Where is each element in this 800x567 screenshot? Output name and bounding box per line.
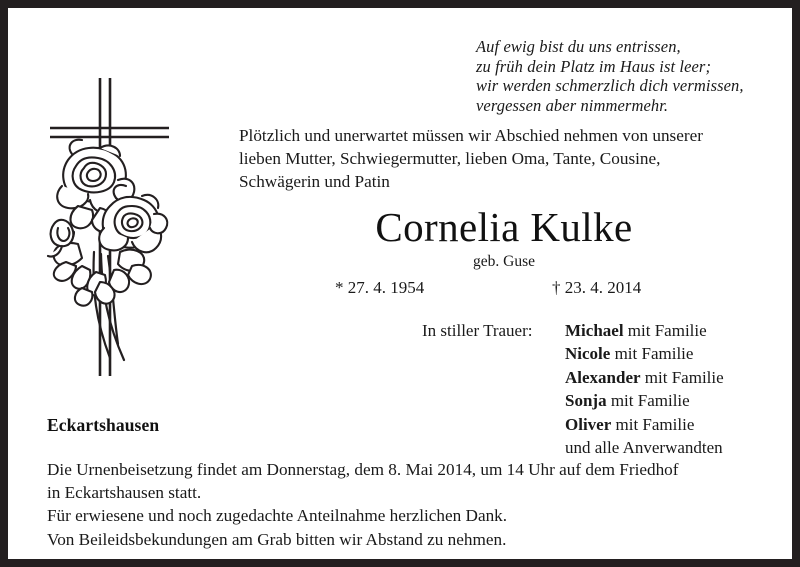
notice-paper — [8, 8, 792, 559]
funeral-details-line: Für erwiesene und noch zugedachte Anteilnahme herzlichen Dank. — [47, 506, 508, 526]
mourner-entry — [565, 366, 724, 389]
mourners-label: In stiller Trauer: — [422, 321, 533, 340]
mourner-name: Oliver — [565, 414, 612, 434]
mourner-name: Michael — [565, 321, 624, 340]
poem-line: wir werden schmerzlich dich vermissen, — [476, 76, 744, 96]
mourner-name: Nicole — [565, 344, 611, 364]
mourner-suffix: mit Familie — [640, 367, 724, 387]
deceased-block — [239, 204, 769, 300]
mourner-suffix: mit Familie — [623, 321, 707, 340]
announcement-line: lieben Mutter, Schwiegermutter, lieben Oma, Tante, Cousine, — [239, 149, 661, 169]
death-date: † 23. 4. 2014 — [552, 278, 642, 297]
funeral-details-line: Von Beileidsbekundungen am Grab bitten wir Abstand zu nehmen. — [47, 529, 507, 549]
deceased-name: Cornelia Kulke — [375, 204, 633, 250]
mourners-list — [565, 319, 724, 459]
mourner-suffix: mit Familie — [611, 414, 695, 434]
poem-line: Auf ewig bist du uns entrissen, — [476, 37, 681, 56]
announcement-line: Plötzlich und unerwartet müssen wir Abschied nehmen von unserer — [239, 126, 703, 145]
birth-date: * 27. 4. 1954 — [335, 278, 425, 297]
mourner-entry — [565, 319, 724, 342]
mourner-suffix: mit Familie — [610, 344, 694, 364]
poem-line: vergessen aber nimmermehr. — [476, 96, 669, 116]
funeral-details-line: in Eckartshausen statt. — [47, 483, 202, 503]
mourner-entry — [565, 389, 724, 412]
memorial-poem — [476, 37, 792, 116]
mourners-closing: und alle Anverwandten — [565, 438, 723, 458]
cross-with-roses-illustration — [38, 76, 183, 381]
announcement-line: Schwägerin und Patin — [239, 172, 390, 192]
mourner-entry — [565, 413, 724, 436]
mourner-suffix: mit Familie — [606, 391, 690, 411]
mourner-name: Sonja — [565, 391, 607, 411]
place-name: Eckartshausen — [47, 415, 160, 435]
announcement-text — [239, 124, 769, 194]
mourner-entry — [565, 342, 724, 365]
poem-line: zu früh dein Platz im Haus ist leer; — [476, 56, 712, 76]
life-dates — [239, 278, 769, 300]
mourners-block — [422, 319, 724, 459]
mourner-name: Alexander — [565, 367, 641, 387]
funeral-details-line: Die Urnenbeisetzung findet am Donnerstag, dem 8. Mai 2014, um 14 Uhr auf dem Friedhof — [47, 460, 679, 479]
maiden-name: geb. Guse — [473, 253, 535, 270]
funeral-details — [47, 458, 767, 551]
cross-with-roses-svg — [38, 76, 183, 381]
